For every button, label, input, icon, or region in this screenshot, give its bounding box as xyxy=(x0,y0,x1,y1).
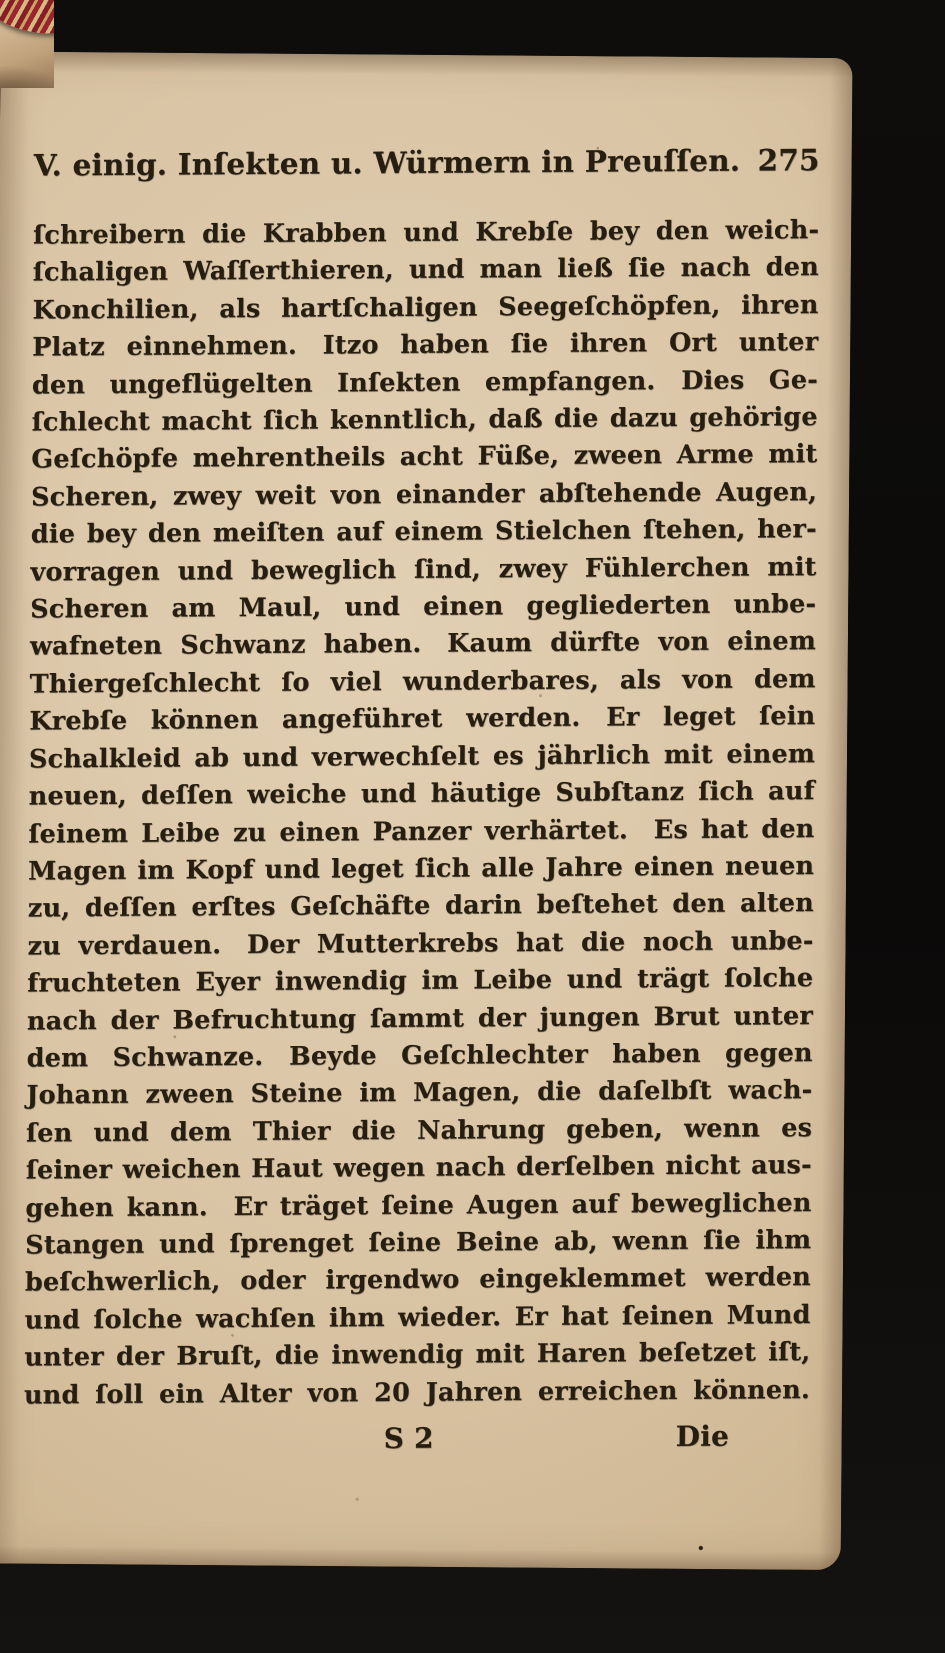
text-line: ſen und dem Thier die Nahrung geben, wenn es xyxy=(25,1112,813,1149)
text-line: und ſoll ein Alter von 20 Jahren erreichen können. xyxy=(23,1374,811,1411)
catchword: Die xyxy=(675,1419,730,1453)
text-line: ſchlecht macht ſich kenntlich, daß die dazu gehörige xyxy=(31,402,818,438)
body-text xyxy=(24,212,819,1414)
signature-mark: S 2 xyxy=(383,1421,434,1455)
text-column xyxy=(23,136,819,1468)
spine-corner-paper xyxy=(0,0,54,88)
text-line: gehen kann. Er träget ſeine Augen auf beweglichen xyxy=(25,1187,812,1224)
text-line: neuen, deſſen weiche und häutige Subſtanz ſich auf xyxy=(28,776,815,812)
text-line: die bey den meiſten auf einem Stielchen ſtehen, her- xyxy=(30,514,817,550)
running-title: V. einig. Inſekten u. Würmern in Preuſſen. xyxy=(33,142,741,183)
text-line: dem Schwanze. Beyde Geſchlechter haben gegen xyxy=(26,1037,813,1074)
text-line: Scheren, zwey weit von einander abſtehende Augen, xyxy=(30,476,818,513)
text-line: wafneten Schwanz haben. Kaum dürfte von einem xyxy=(29,626,817,663)
text-line: Thiergeſchlecht ſo viel wunderbares, als von dem xyxy=(29,663,816,700)
page-footer xyxy=(23,1419,809,1468)
text-line: ſeiner weichen Haut wegen nach derſelben nicht aus- xyxy=(25,1150,812,1186)
text-line: den ungeflügelten Inſekten empfangen. Dies Ge- xyxy=(31,364,819,401)
text-line: Stangen und ſprenget ſeine Beine ab, wenn ſie ihm xyxy=(25,1224,812,1261)
book-page xyxy=(0,51,853,1570)
text-line: zu, deſſen erſtes Geſchäfte darin beſtehet den alten xyxy=(27,888,815,924)
text-line: Johann zween Steine im Magen, die daſelbſt wach- xyxy=(26,1075,813,1111)
text-line: Platz einnehmen. Itzo haben ſie ihren Ort unter xyxy=(32,327,819,363)
text-line: unter der Bruſt, die inwendig mit Haren beſetzet iſt, xyxy=(24,1337,811,1373)
page-header xyxy=(33,136,819,189)
text-line: nach der Befruchtung ſammt der jungen Brut unter xyxy=(26,1000,814,1037)
headband xyxy=(0,0,54,43)
text-line: ſchreibern die Krabben und Krebſe bey den weich- xyxy=(32,215,820,251)
text-line: zu verdauen. Der Mutterkrebs hat die noch unbe- xyxy=(27,925,814,962)
text-line: Scheren am Maul, und einen gegliederten unbe- xyxy=(30,589,817,625)
text-line: Geſchöpfe mehrentheils acht Füße, zween Arme mit xyxy=(31,439,818,475)
text-line: und ſolche wachſen ihm wieder. Er hat ſeinen Mund xyxy=(24,1299,811,1336)
text-line: vorragen und beweglich ſind, zwey Fühlerchen mit xyxy=(30,551,817,588)
text-line: fruchteten Eyer inwendig im Leibe und trägt ſolche xyxy=(27,963,814,999)
text-line: Magen im Kopf und leget ſich alle Jahre einen neuen xyxy=(27,850,815,887)
text-line: Krebſe können angeführet werden. Er leget ſein xyxy=(29,701,816,737)
text-line: Konchilien, als hartſchaligen Seegeſchöpfen, ihren xyxy=(32,289,819,326)
text-line: ſeinem Leibe zu einen Panzer verhärtet. Es hat den xyxy=(28,813,815,850)
page-number: 275 xyxy=(757,142,820,178)
text-line: Schalkleid ab und verwechſelt es jährlich mit einem xyxy=(28,738,816,775)
text-line: beſchwerlich, oder irgendwo eingeklemmet werden xyxy=(24,1262,812,1298)
text-line: ſchaligen Waſſerthieren, und man ließ ſie nach den xyxy=(32,252,819,288)
